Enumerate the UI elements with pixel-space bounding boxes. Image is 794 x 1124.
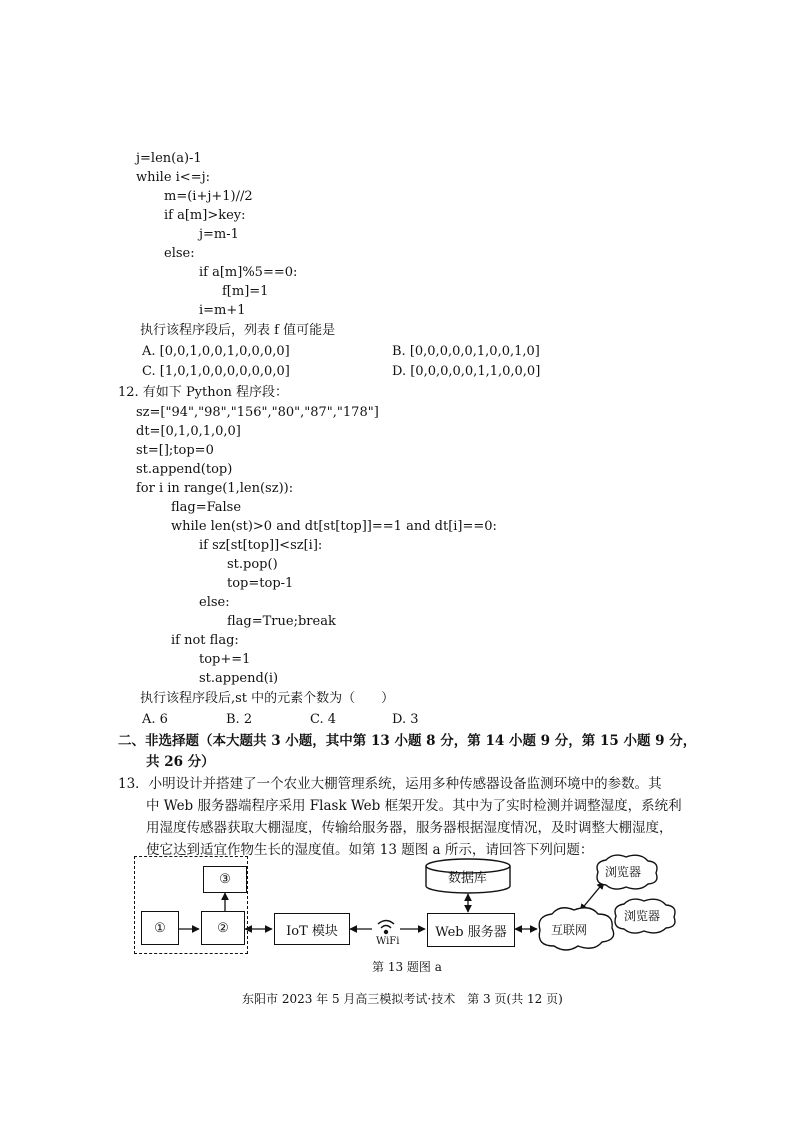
code-line: flag=True;break [227, 614, 336, 629]
code-line: m=(i+j+1)//2 [164, 189, 253, 204]
section-heading-cont: 共 26 分） [146, 754, 215, 770]
code-line: flag=False [171, 500, 242, 515]
option-b: B. 2 [226, 712, 253, 727]
code-line: i=m+1 [199, 303, 246, 318]
option-d: D. [0,0,0,0,0,1,1,0,0,0] [392, 364, 541, 379]
code-line: st.append(top) [136, 462, 233, 477]
code-line: if not flag: [171, 633, 239, 648]
option-c: C. 4 [310, 712, 337, 727]
iot-module-label: IoT 模块 [286, 923, 338, 939]
code-line: else: [199, 595, 230, 610]
wifi-icon [378, 921, 394, 934]
code-line: st.append(i) [199, 671, 279, 686]
option-a: A. [0,0,1,0,0,1,0,0,0,0] [142, 344, 290, 359]
arrow-internet-browser1 [580, 882, 604, 911]
code-line: if a[m]%5==0: [199, 265, 298, 280]
q13-text: 用湿度传感器获取大棚湿度，传输给服务器，服务器根据湿度情况，及时调整大棚湿度， [146, 820, 673, 836]
browser-label: 浏览器 [605, 865, 642, 879]
code-line: top=top-1 [227, 576, 294, 591]
code-line: if a[m]>key: [164, 208, 246, 223]
code-line: j=m-1 [199, 227, 239, 242]
question-text: 执行该程序段后,st 中的元素个数为（ ） [140, 691, 395, 706]
page-footer: 东阳市 2023 年 5 月高三模拟考试·技术 第 3 页(共 12 页) [242, 992, 563, 1006]
code-line: while i<=j: [136, 170, 210, 185]
wifi-label: WiFi [376, 936, 400, 947]
option-c: C. [1,0,1,0,0,0,0,0,0,0] [142, 364, 290, 379]
code-line: f[m]=1 [222, 284, 269, 299]
browser-label: 浏览器 [624, 909, 661, 923]
question-title: 12. 有如下 Python 程序段： [118, 385, 288, 400]
component-1-box [141, 911, 179, 945]
web-server-box [427, 913, 515, 947]
figure-caption: 第 13 题图 a [372, 960, 442, 974]
database-label: 数据库 [448, 871, 488, 886]
code-line: while len(st)>0 and dt[st[top]]==1 and dt[i]==0: [171, 519, 497, 534]
option-d: D. 3 [392, 712, 419, 727]
code-line: dt=[0,1,0,1,0,0] [136, 424, 241, 439]
code-line: else: [164, 246, 195, 261]
code-line: st=[];top=0 [136, 443, 214, 458]
code-line: st.pop() [227, 557, 278, 572]
component-2-box [201, 911, 245, 945]
question-text: 执行该程序段后，列表 f 值可能是 [140, 323, 336, 338]
option-b: B. [0,0,0,0,0,1,0,0,1,0] [392, 344, 540, 359]
component-1-label: ① [154, 920, 166, 936]
code-line: j=len(a)-1 [136, 151, 202, 166]
component-2-label: ② [217, 920, 229, 936]
q13-text: 中 Web 服务器端程序采用 Flask Web 框架开发。其中为了实时检测并调整湿度，系统利 [146, 798, 682, 814]
code-line: if sz[st[top]]<sz[i]: [199, 538, 323, 553]
component-3-label: ③ [219, 872, 231, 887]
code-line: sz=["94","98","156","80","87","178"] [136, 405, 379, 420]
section-heading: 二、非选择题（本大题共 3 小题，其中第 13 小题 8 分，第 14 小题 9 分，第 15 小题 9 分， [118, 733, 697, 749]
q13-text: 13．小明设计并搭建了一个农业大棚管理系统，运用多种传感器设备监测环境中的参数。其 [118, 776, 662, 792]
code-line: for i in range(1,len(sz)): [136, 481, 294, 496]
component-3-box [203, 866, 247, 893]
iot-module-box [274, 913, 350, 945]
code-line: top+=1 [199, 652, 251, 667]
internet-label: 互联网 [551, 923, 588, 937]
option-a: A. 6 [142, 712, 168, 727]
q13-text: 使它达到适宜作物生长的湿度值。如第 13 题图 a 所示，请回答下列问题： [146, 842, 594, 858]
web-server-label: Web 服务器 [435, 924, 507, 940]
